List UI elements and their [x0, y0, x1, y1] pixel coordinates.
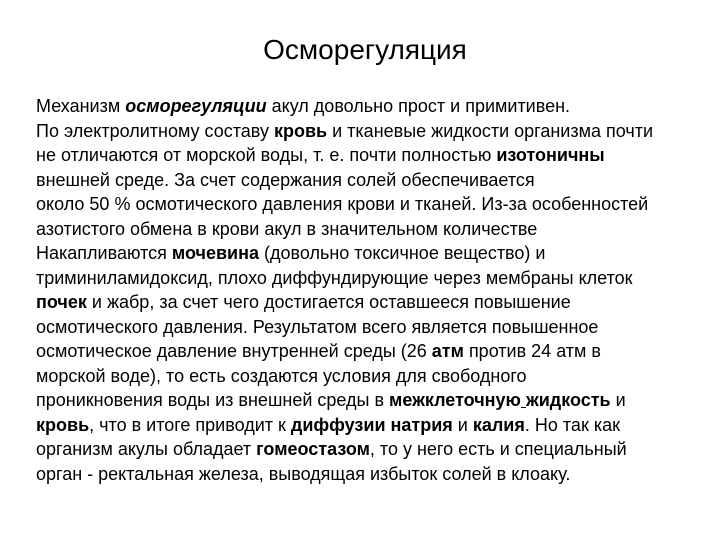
text-line: [36, 388, 720, 413]
text-run: осмотического давления. Результатом всего является повышенное: [36, 316, 599, 337]
text-line: [36, 315, 720, 340]
text-line: [36, 192, 720, 217]
text-run: орган - ректальная железа, выводящая избыток солей в клоаку.: [36, 463, 571, 484]
text-line: [36, 339, 720, 364]
text-run: Механизм: [36, 96, 126, 116]
slide-body-text: [36, 94, 720, 486]
text-run: По электролитному составу: [36, 120, 274, 141]
slide-title: Осморегуляция: [263, 34, 467, 65]
emphasized-term: межклеточную: [389, 390, 521, 410]
text-run: (довольно токсичное вещество) и: [258, 243, 546, 263]
text-run: организм акулы обладает: [36, 439, 257, 459]
text-run: Накапливаются: [36, 243, 172, 263]
text-line: [36, 462, 720, 487]
emphasized-term: гомеостазом: [256, 439, 370, 459]
text-run: , то у него есть и специальный: [369, 439, 627, 459]
emphasized-term: изотоничны: [496, 145, 605, 165]
text-line: [36, 143, 720, 168]
text-run: триминиламидоксид, плохо диффундирующие через мембраны клеток: [36, 267, 633, 288]
text-run: осмотическое давление внутренней среды (26: [36, 341, 432, 361]
emphasized-term: почек: [36, 292, 87, 312]
emphasized-term: калия: [472, 414, 525, 435]
text-line: [36, 168, 720, 193]
text-line: [36, 241, 720, 266]
emphasized-term: осморегуляции: [125, 96, 267, 116]
emphasized-term: кровь: [273, 120, 328, 141]
text-run: против 24 атм в: [463, 341, 601, 361]
text-line: [36, 290, 720, 315]
emphasized-term: диффузии натрия: [290, 414, 453, 435]
text-run: акул довольно прост и примитивен.: [266, 96, 571, 116]
text-run: не отличаются от морской воды, т. е. почти полностью: [36, 145, 497, 165]
text-line: [36, 413, 720, 438]
emphasized-term: жидкость: [525, 390, 611, 410]
emphasized-term: кровь: [36, 414, 90, 435]
text-run: и: [610, 390, 626, 410]
text-line: [36, 119, 720, 144]
text-run: , что в итоге приводит к: [89, 414, 291, 435]
text-line: [36, 266, 720, 291]
emphasized-term: атм: [431, 341, 464, 361]
text-run: проникновения воды из внешней среды в: [36, 390, 390, 410]
text-run: внешней среде. За счет содержания солей обеспечивается: [36, 169, 535, 190]
text-run: морской воде), то есть создаются условия для свободного: [36, 365, 527, 386]
text-line: [36, 94, 720, 119]
text-line: [36, 364, 720, 389]
text-run: азотистого обмена в крови акул в значительном количестве: [36, 218, 538, 239]
text-run: около 50 % осмотического давления крови и тканей. Из-за особенностей: [36, 194, 649, 214]
text-run: . Но так как: [524, 414, 620, 435]
text-line: [36, 217, 720, 242]
text-line: [36, 437, 720, 462]
text-run: и: [452, 414, 473, 435]
emphasized-term: мочевина: [171, 243, 259, 263]
text-run: и жабр, за счет чего достигается оставшееся повышение: [86, 292, 571, 312]
text-run: и тканевые жидкости организма почти: [327, 120, 654, 141]
